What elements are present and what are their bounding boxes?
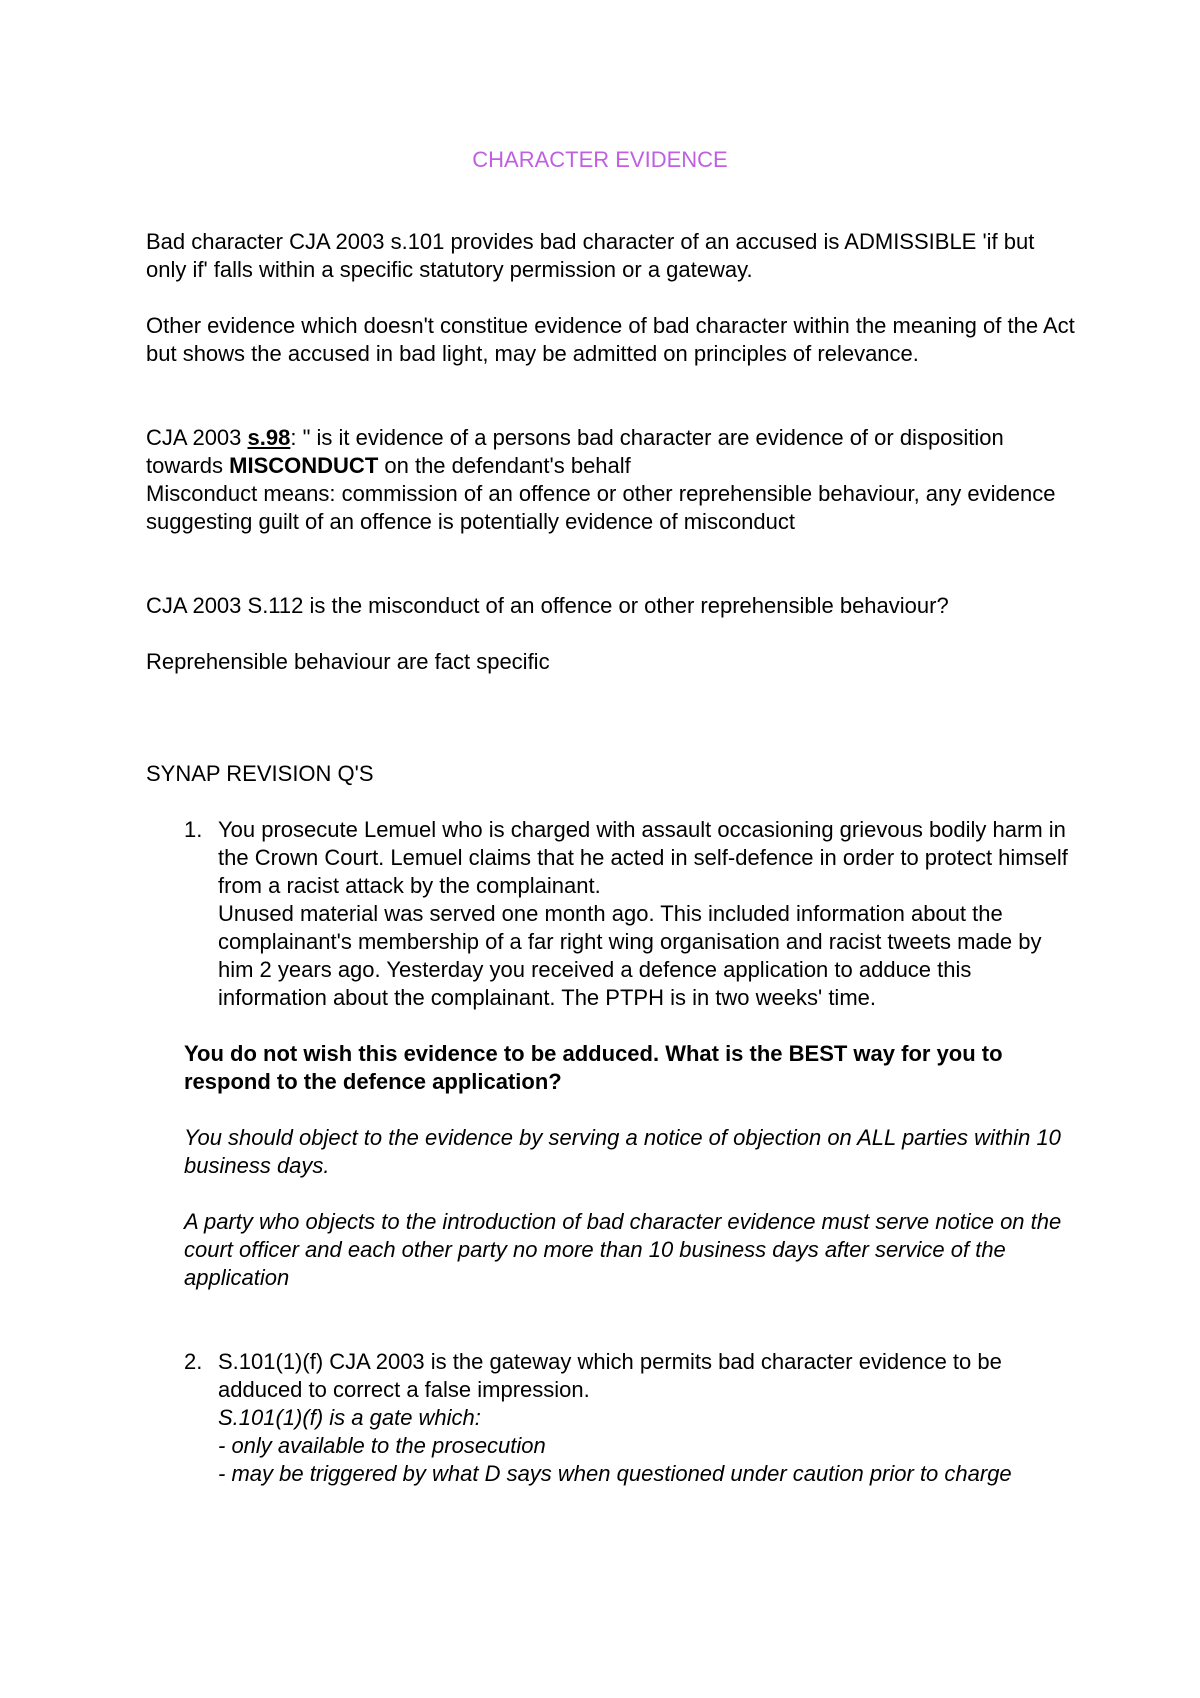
misconduct-keyword: MISCONDUCT [229, 453, 379, 478]
gateway-statement: S.101(1)(f) CJA 2003 is the gateway which permits bad character evidence to be adduced to correct a false impression. [218, 1349, 1002, 1402]
question-text [218, 1348, 1078, 1488]
question-scenario [218, 816, 1078, 1012]
misconduct-definition: Misconduct means: commission of an offence or other reprehensible behaviour, any evidence suggesting guilt of an offence is potentially evidence of misconduct [146, 481, 1056, 534]
s98-suffix: on the defendant's behalf [378, 453, 631, 478]
paragraph-admissibility: Bad character CJA 2003 s.101 provides bad character of an accused is ADMISSIBLE 'if but only if' falls within a specific statutory permission or a gateway. [146, 229, 1035, 282]
paragraph-s112: CJA 2003 S.112 is the misconduct of an offence or other reprehensible behaviour? [146, 593, 949, 618]
list-number: 1. [184, 817, 203, 842]
s98-prefix: CJA 2003 [146, 425, 248, 450]
paragraph-s98 [146, 424, 1076, 536]
list-number: 2. [184, 1349, 203, 1374]
gate-description: S.101(1)(f) is a gate which: [218, 1405, 481, 1430]
gate-point-2: - may be triggered by what D says when questioned under caution prior to charge [218, 1461, 1012, 1486]
answer-explanation: A party who objects to the introduction of bad character evidence must serve notice on the court officer and each other party no more than 10 business days after service of the application [184, 1209, 1062, 1290]
paragraph-reprehensible: Reprehensible behaviour are fact specific [146, 649, 550, 674]
question-prompt: You do not wish this evidence to be adduced. What is the BEST way for you to respond to the defence application? [184, 1041, 1003, 1094]
answer-text: You should object to the evidence by serving a notice of objection on ALL parties within 10 business days. [184, 1125, 1061, 1178]
page-title: CHARACTER EVIDENCE [472, 147, 728, 172]
gate-point-1: - only available to the prosecution [218, 1433, 546, 1458]
s98-section-ref: s.98 [247, 425, 291, 450]
s98-mid: : " is it evidence of a persons bad character are evidence of or disposition towards [146, 425, 1004, 478]
paragraph-other-evidence: Other evidence which doesn't constitue evidence of bad character within the meaning of the Act but shows the accused in bad light, may be admitted on principles of relevance. [146, 313, 1075, 366]
scenario-part-2: Unused material was served one month ago. This included information about the complainant's membership of a far right wing organisation and racist tweets made by him 2 years ago. Yesterday you received a defence application to adduce this information about the complainant. The PTPH is in two weeks' time. [218, 901, 1042, 1010]
section-heading: SYNAP REVISION Q'S [146, 761, 374, 786]
scenario-part-1: You prosecute Lemuel who is charged with assault occasioning grievous bodily harm in the Crown Court. Lemuel claims that he acted in self-defence in order to protect himself from a racist attack by the complainant. [218, 817, 1068, 898]
